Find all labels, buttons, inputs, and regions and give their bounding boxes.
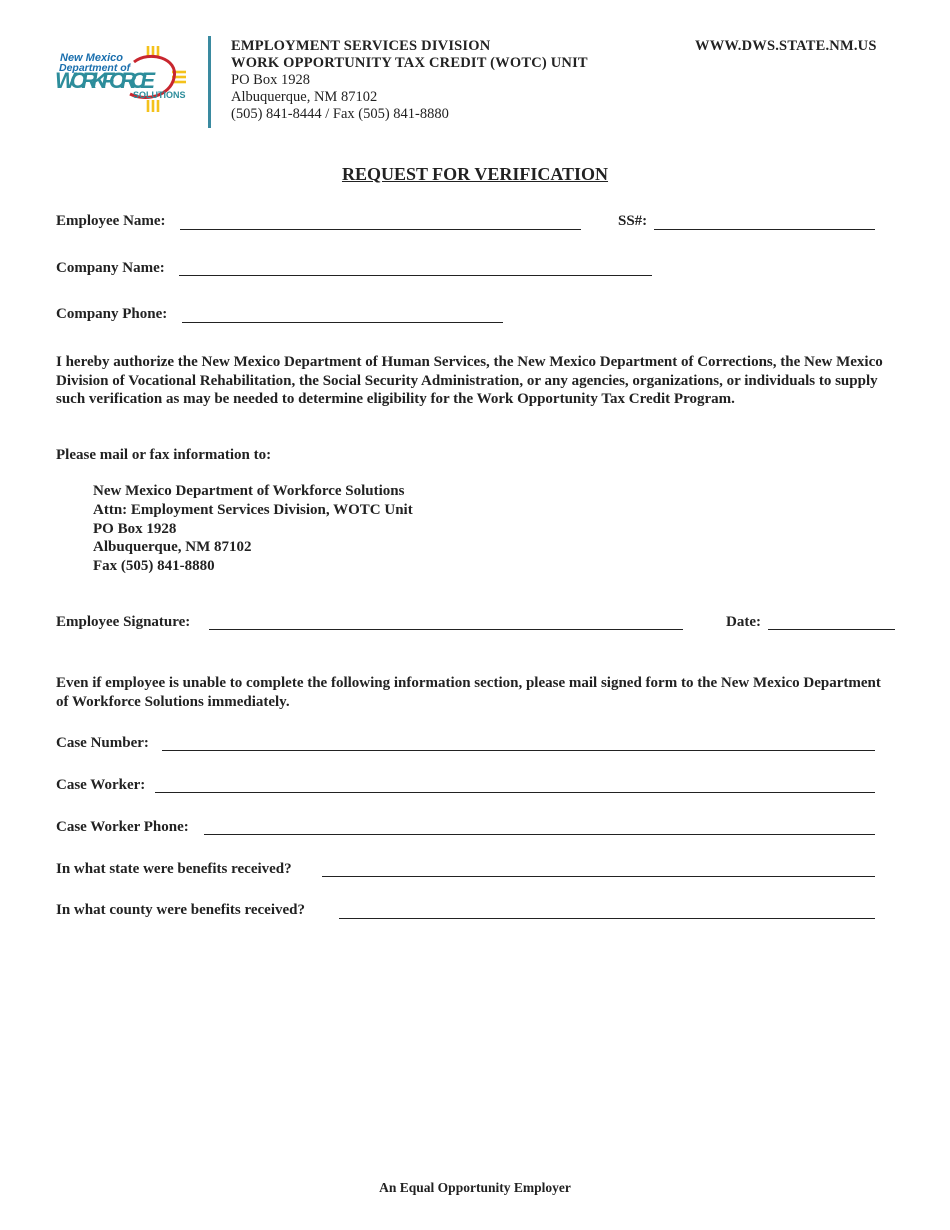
company-name-field[interactable] — [179, 275, 652, 276]
case-worker-label: Case Worker: — [56, 777, 146, 793]
benefits-state-field[interactable] — [322, 876, 875, 877]
phone-fax: (505) 841-8444 / Fax (505) 841-8880 — [231, 106, 449, 122]
case-worker-phone-field[interactable] — [204, 834, 875, 835]
ssn-label: SS#: — [618, 213, 648, 229]
employee-signature-field[interactable] — [209, 629, 683, 630]
svg-text:Department of: Department of — [59, 62, 131, 74]
address-line: PO Box 1928 — [93, 520, 177, 537]
address-line: Albuquerque, NM 87102 — [93, 539, 252, 556]
notice-text: Even if employee is unable to complete the following information section, please mail signed form to the New Mexico Department of Workforce Solutions immediately. — [56, 675, 881, 710]
benefits-county-label: In what county were benefits received? — [56, 902, 305, 918]
case-number-field[interactable] — [162, 750, 875, 751]
po-box: PO Box 1928 — [231, 72, 310, 88]
company-phone-field[interactable] — [182, 322, 503, 323]
header-divider — [208, 36, 211, 128]
date-field[interactable] — [768, 629, 895, 630]
svg-text:WORKFORCE: WORKFORCE — [55, 68, 155, 93]
footer-text: An Equal Opportunity Employer — [379, 1180, 571, 1195]
employee-name-field[interactable] — [180, 229, 581, 230]
date-label: Date: — [726, 614, 761, 630]
authorization-text: I hereby authorize the New Mexico Department of Human Services, the New Mexico Department of Corrections, the New Mexico Division of Vocational Rehabilitation, the Social Security Administration, or any agencies, organizations, or individuals to supply such verification as may be needed to determine eligibility for the Work Opportunity Tax Credit Program. — [56, 354, 883, 408]
agency-address-block — [231, 38, 588, 123]
zia-sun-logo-icon — [54, 44, 194, 116]
employee-signature-label: Employee Signature: — [56, 614, 191, 630]
case-worker-phone-label: Case Worker Phone: — [56, 819, 189, 835]
website-link[interactable]: WWW.DWS.STATE.NM.US — [695, 38, 877, 54]
address-line: New Mexico Department of Workforce Solutions — [93, 483, 405, 499]
ssn-field[interactable] — [654, 229, 875, 230]
case-number-label: Case Number: — [56, 735, 149, 751]
svg-text:SOLUTIONS: SOLUTIONS — [133, 90, 186, 100]
svg-text:New Mexico: New Mexico — [60, 52, 123, 64]
mailing-address — [93, 482, 413, 576]
company-phone-label: Company Phone: — [56, 306, 168, 322]
city-state: Albuquerque, NM 87102 — [231, 89, 378, 105]
company-name-label: Company Name: — [56, 260, 165, 276]
unit-name: WORK OPPORTUNITY TAX CREDIT (WOTC) UNIT — [231, 55, 588, 71]
dws-logo — [54, 44, 194, 116]
division-name: EMPLOYMENT SERVICES DIVISION — [231, 38, 491, 54]
benefits-county-field[interactable] — [339, 918, 875, 919]
address-line: Fax (505) 841-8880 — [93, 558, 215, 575]
employee-name-label: Employee Name: — [56, 213, 166, 229]
case-worker-field[interactable] — [155, 792, 875, 793]
benefits-state-label: In what state were benefits received? — [56, 861, 292, 877]
mail-instruction: Please mail or fax information to: — [56, 447, 272, 463]
address-line: Attn: Employment Services Division, WOTC Unit — [93, 501, 413, 518]
page-title: REQUEST FOR VERIFICATION — [341, 164, 609, 184]
